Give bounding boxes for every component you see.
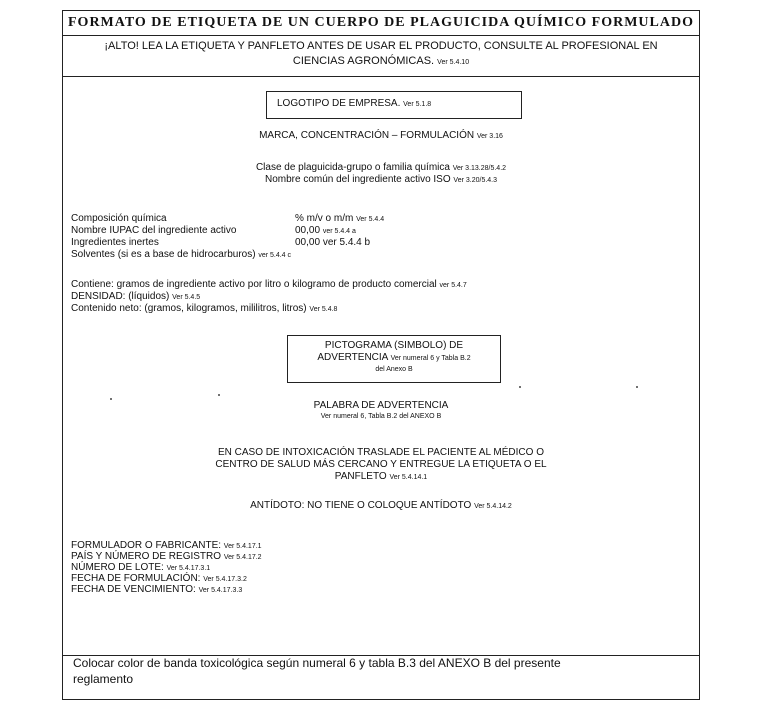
intoxication-line-1: EN CASO DE INTOXICACIÓN TRASLADE EL PACIENTE AL MÉDICO O (217, 447, 544, 458)
manufacturer-row-4 (71, 573, 471, 584)
manufacturer-ref-1: Ver 5.4.17.1 (223, 543, 262, 550)
logo-box (266, 91, 522, 119)
composition-block (71, 213, 691, 263)
iupac-value-text: 00,00 (295, 225, 321, 236)
inert-label: Ingredientes inertes (71, 237, 159, 248)
composition-row (71, 213, 691, 225)
manufacturer-row-1 (71, 540, 471, 551)
logo-box-ref: Ver 5.1.8 (403, 101, 432, 108)
manufacturer-ref-4: Ver 5.4.17.3.2 (203, 576, 247, 583)
contents-block (71, 279, 691, 315)
composition-label: Composición química (71, 213, 167, 224)
manufacturer-label-2: PAÍS Y NÚMERO DE REGISTRO (71, 551, 222, 562)
warning-line-2-text: CIENCIAS AGRONÓMICAS. (292, 55, 435, 67)
label-body (63, 77, 699, 656)
solvents-label: Solventes (si es a base de hidrocarburos) (71, 249, 256, 260)
manufacturer-ref-2: Ver 5.4.17.2 (223, 554, 262, 561)
contiene-row (71, 279, 691, 291)
scan-speck (110, 398, 112, 400)
densidad-row (71, 291, 691, 303)
warning-word-label: PALABRA DE ADVERTENCIA (313, 400, 449, 411)
inert-value-text: 00,00 (295, 237, 321, 248)
scan-speck (218, 394, 220, 396)
brand-ref: Ver 3.16 (476, 133, 503, 140)
class-line-2-text: Nombre común del ingrediente activo ISO (264, 174, 451, 185)
pictogram-line-2-text: ADVERTENCIA (317, 352, 388, 363)
manufacturer-label-3: NÚMERO DE LOTE: (71, 562, 164, 573)
inert-row (71, 237, 691, 249)
intoxication-line-2: CENTRO DE SALUD MÁS CERCANO Y ENTREGUE LA ETIQUETA O EL (215, 459, 547, 470)
manufacturer-label-5: FECHA DE VENCIMIENTO: (71, 584, 196, 595)
iupac-row (71, 225, 691, 237)
manufacturer-label-1: FORMULADOR O FABRICANTE: (71, 540, 222, 551)
scan-speck (636, 386, 638, 388)
warning-word-ref: Ver numeral 6, Tabla B.2 del ANEXO B (320, 413, 442, 420)
document-title: FORMATO DE ETIQUETA DE UN CUERPO DE PLAGUICIDA QUÍMICO FORMULADO (63, 11, 699, 36)
manufacturer-block (71, 540, 471, 595)
scan-speck (519, 386, 521, 388)
neto-text: Contenido neto: (gramos, kilogramos, mililitros, litros) (71, 303, 307, 314)
manufacturer-ref-5: Ver 5.4.17.3.3 (198, 587, 243, 594)
class-line-1-ref: Ver 3.13.28/5.4.2 (452, 165, 507, 172)
densidad-text: DENSIDAD: (líquidos) (71, 291, 170, 302)
antidote-ref: Ver 5.4.14.2 (474, 503, 512, 510)
pictogram-box (287, 335, 501, 383)
class-line-2 (63, 174, 699, 185)
antidote-label: ANTÍDOTO: NO TIENE O COLOQUE ANTÍDOTO (250, 500, 472, 511)
composition-value-text: % m/v o m/m (295, 213, 354, 224)
warning-ref: Ver 5.4.10 (437, 59, 470, 66)
pictogram-ref-1: Ver numeral 6 y Tabla B.2 (390, 355, 471, 362)
manufacturer-row-2 (71, 551, 471, 562)
warning-notice (63, 35, 699, 77)
neto-ref: Ver 5.4.8 (309, 306, 338, 313)
class-line-1-text: Clase de plaguicida-grupo o familia química (255, 162, 450, 173)
warning-line-1: ¡ALTO! LEA LA ETIQUETA Y PANFLETO ANTES DE USAR EL PRODUCTO, CONSULTE AL PROFESIONAL EN (104, 40, 658, 52)
antidote-line (63, 500, 699, 511)
warning-line-2 (63, 54, 699, 70)
manufacturer-label-4: FECHA DE FORMULACIÓN: (71, 573, 201, 584)
contiene-ref: ver 5.4.7 (439, 282, 467, 289)
brand-line (63, 130, 699, 141)
logo-box-label: LOGOTIPO DE EMPRESA. (277, 98, 401, 109)
class-line-2-ref: Ver 3.20/5.4.3 (453, 177, 498, 184)
footer-line-1: Colocar color de banda toxicológica según numeral 6 y tabla B.3 del ANEXO B del presente (73, 656, 561, 670)
manufacturer-ref-3: Ver 5.4.17.3.1 (166, 565, 211, 572)
brand-label: MARCA, CONCENTRACIÓN – FORMULACIÓN (259, 130, 475, 141)
iupac-label: Nombre IUPAC del ingrediente activo (71, 225, 237, 236)
pictogram-ref-2: del Anexo B (375, 366, 413, 373)
intoxication-line-3-text: PANFLETO (334, 471, 387, 482)
inert-value (295, 237, 370, 249)
intoxication-block (63, 447, 699, 484)
pictogram-line-1: PICTOGRAMA (SIMBOLO) DE (324, 340, 464, 351)
neto-row (71, 303, 691, 315)
manufacturer-row-3 (71, 562, 471, 573)
class-line-1 (63, 162, 699, 173)
solvents-row (71, 249, 691, 261)
intoxication-ref: Ver 5.4.14.1 (389, 474, 428, 481)
footer-note (73, 655, 689, 687)
contiene-text: Contiene: gramos de ingrediente activo por litro o kilogramo de producto comercial (71, 279, 437, 290)
densidad-ref: Ver 5.4.5 (172, 294, 201, 301)
footer-line-2: reglamento (73, 672, 134, 686)
inert-ref: ver 5.4.4 b (322, 237, 371, 248)
manufacturer-row-5 (71, 584, 471, 595)
iupac-ref: ver 5.4.4 a (322, 228, 356, 235)
pictogram-line-2 (288, 352, 500, 365)
composition-ref: Ver 5.4.4 (356, 216, 385, 223)
solvents-ref: ver 5.4.4 c (258, 252, 292, 259)
label-format-document (62, 10, 700, 700)
intoxication-line-3 (63, 471, 699, 484)
